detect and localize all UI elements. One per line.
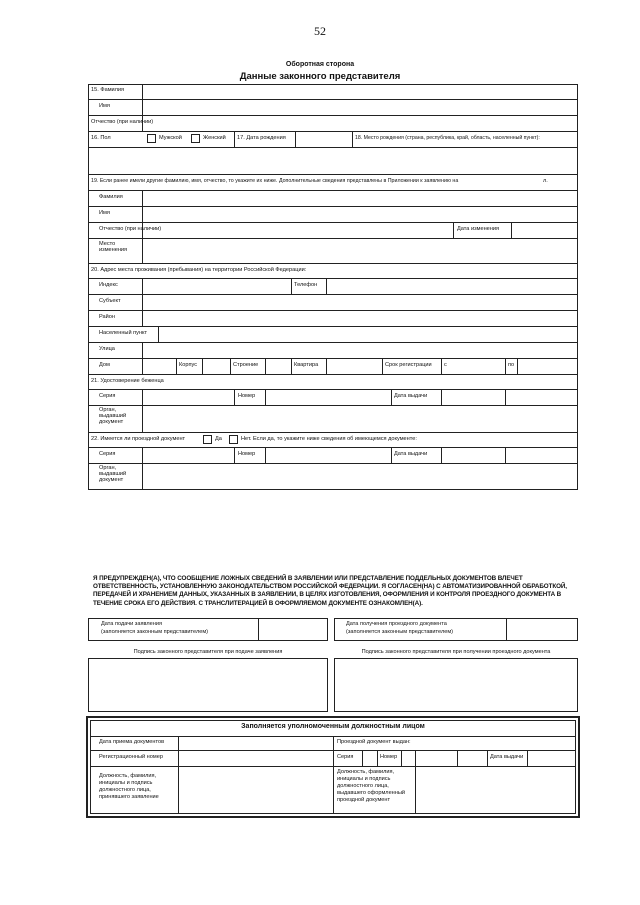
doc-issuer-label: Орган, выдавший документ: [99, 465, 127, 483]
accepted-by-label: Должность, фамилия, инициалы и подпись должностного лица, принявшего заявление: [99, 773, 159, 800]
name-label: Имя: [99, 103, 110, 109]
receive-date-note: (заполняется законным представителем): [346, 629, 454, 635]
address-label: 20. Адрес места проживания (пребывания) на территории Российской Федерации:: [91, 267, 307, 273]
street-field[interactable]: [143, 343, 577, 358]
female-checkbox[interactable]: [191, 134, 200, 143]
issued-label: Проездной документ выдан:: [337, 739, 411, 745]
travel-doc-yes-label: Да: [215, 436, 222, 442]
locality-field[interactable]: [159, 327, 577, 342]
index-label: Индекс: [99, 282, 118, 288]
birthdate-field[interactable]: [296, 132, 352, 147]
receive-date-label: Дата получения проездного документа: [346, 621, 447, 627]
reg-number-field[interactable]: [179, 751, 333, 766]
phone-label: Телефон: [294, 282, 318, 288]
change-date-label: Дата изменения: [457, 226, 500, 232]
submit-date-label: Дата подачи заявления: [101, 621, 162, 627]
reg-term-label: Срок регистрации: [385, 362, 432, 368]
receive-date-field[interactable]: [507, 619, 577, 640]
official-title: Заполняется уполномоченным должностным лицом: [241, 723, 425, 730]
doc-number-field[interactable]: [266, 448, 391, 463]
sex-label: 16. Пол: [91, 135, 111, 141]
cert-series-field[interactable]: [143, 390, 234, 405]
doc-issuer-field[interactable]: [143, 464, 577, 490]
change-place-field[interactable]: [143, 239, 577, 263]
house-label: Дом: [99, 362, 110, 368]
cert-issuer-label: Орган, выдавший документ: [99, 407, 127, 425]
change-place-label: Место изменения: [99, 241, 128, 253]
change-date-field[interactable]: [512, 223, 577, 238]
issued-by-field[interactable]: [416, 767, 576, 814]
issued-number-field[interactable]: [402, 751, 457, 766]
accept-date-field[interactable]: [179, 737, 333, 750]
issued-number-label: Номер: [380, 754, 398, 760]
male-checkbox[interactable]: [147, 134, 156, 143]
birthplace-field[interactable]: [89, 148, 577, 174]
district-label: Район: [99, 314, 115, 320]
male-label: Мужской: [159, 135, 182, 141]
travel-doc-no-checkbox[interactable]: [229, 435, 238, 444]
prev-patronymic-field[interactable]: [143, 223, 453, 238]
female-label: Женский: [203, 135, 226, 141]
reg-from-label: с: [444, 362, 447, 368]
submit-date-field[interactable]: [259, 619, 327, 640]
cert-series-label: Серия: [99, 393, 116, 399]
building-label: Строение: [233, 362, 259, 368]
subject-field[interactable]: [143, 295, 577, 310]
street-label: Улица: [99, 346, 115, 352]
issued-series-label: Серия: [337, 754, 354, 760]
page-title: Данные законного представителя: [239, 71, 401, 82]
name-field[interactable]: [143, 116, 577, 131]
submit-date-note: (заполняется законным представителем): [101, 629, 209, 635]
prev-surname-field[interactable]: [143, 191, 577, 206]
birthplace-label: 18. Место рождения (страна, республика, край, область, населенный пункт):: [355, 135, 540, 141]
accepted-by-field[interactable]: [179, 767, 333, 814]
apartment-field[interactable]: [327, 359, 382, 374]
issued-by-label: Должность, фамилия, инициалы и подпись должностного лица, выдавшего оформленный проездной документ: [337, 769, 405, 803]
other-names-suffix: л.: [543, 178, 548, 184]
reg-from-field[interactable]: [450, 359, 505, 374]
issued-date-label: Дата выдачи: [490, 754, 524, 760]
reg-number-label: Регистрационный номер: [99, 754, 163, 760]
prev-surname-label: Фамилия: [99, 194, 123, 200]
birthdate-label: 17. Дата рождения: [237, 135, 286, 141]
cert-number-field[interactable]: [266, 390, 391, 405]
cert-issuer-field[interactable]: [143, 406, 577, 432]
korpus-label: Корпус: [179, 362, 198, 368]
warning-statement: Я ПРЕДУПРЕЖДЕН(А), ЧТО СООБЩЕНИЕ ЛОЖНЫХ СВЕДЕНИЙ В ЗАЯВЛЕНИИ ИЛИ ПРЕДСТАВЛЕНИЕ ПОДДЕЛЬНЫХ ДОКУМЕНТОВ ВЛЕЧЕТ ОТВЕТСТВЕННОСТЬ, УСТАНОВЛЕННУЮ ЗАКОНОДАТЕЛЬСТВОМ РОССИЙСКОЙ ФЕДЕРАЦИИ. Я СОГЛАСЕН(НА) С АВТОМАТИЗИРОВАННОЙ ОБРАБОТКОЙ, ПЕРЕДАЧЕЙ И ХРАНЕНИЕМ ДАННЫХ, УКАЗАННЫХ В ЗАЯВЛЕНИИ, В ЦЕЛЯХ ИЗГОТОВЛЕНИЯ, ОФОРМЛЕНИЯ И КОНТРОЛЯ ПРОЕЗДНОГО ДОКУМЕНТА В ТЕЧЕНИЕ СРОКА ЕГО ДЕЙСТВИЯ. С ТРАНСЛИТЕРАЦИЕЙ В ОФОРМЛЯЕМОМ ДОКУМЕНТЕ ОЗНАКОМЛЕН(А).: [93, 575, 567, 607]
issued-date-field[interactable]: [528, 751, 576, 766]
submit-signature-field[interactable]: [88, 658, 328, 712]
other-names-label: 19. Если ранее имели другие фамилию, имя, отчество, то укажите их ниже. Дополнительные сведения представлены в Приложении к заявлению на: [91, 178, 459, 184]
apartment-label: Квартира: [294, 362, 319, 368]
doc-number-label: Номер: [238, 451, 256, 457]
page-number: 52: [314, 24, 326, 38]
page-subtitle: Оборотная сторона: [285, 61, 355, 68]
travel-doc-no-label: Нет. Если да, то укажите ниже сведения об имеющемся документе:: [241, 436, 417, 442]
district-field[interactable]: [143, 311, 577, 326]
cert-issue-date-field[interactable]: [442, 390, 505, 405]
building-field[interactable]: [266, 359, 291, 374]
reg-to-label: по: [508, 362, 515, 368]
cert-number-label: Номер: [238, 393, 256, 399]
receive-signature-label: Подпись законного представителя при получении проездного документа: [361, 649, 551, 655]
prev-name-field[interactable]: [143, 207, 577, 222]
patronymic-label: Отчество (при наличии): [91, 119, 154, 125]
surname-label: 15. Фамилия: [91, 87, 125, 93]
issued-series-field[interactable]: [363, 751, 377, 766]
cert-issue-date-label: Дата выдачи: [394, 393, 428, 399]
subject-label: Субъект: [99, 298, 121, 304]
receive-signature-field[interactable]: [334, 658, 578, 712]
house-field[interactable]: [143, 359, 176, 374]
doc-series-label: Серия: [99, 451, 116, 457]
phone-field[interactable]: [327, 279, 577, 294]
refugee-cert-label: 21. Удостоверение беженца: [91, 378, 164, 384]
travel-doc-label: 22. Имеется ли проездной документ: [91, 436, 186, 442]
prev-patronymic-label: Отчество (при наличии): [99, 226, 162, 232]
submit-signature-label: Подпись законного представителя при подаче заявления: [133, 649, 283, 655]
surname-field[interactable]: [143, 100, 577, 115]
locality-label: Населенный пункт: [99, 330, 148, 336]
doc-issue-date-label: Дата выдачи: [394, 451, 428, 457]
reg-to-field[interactable]: [518, 359, 577, 374]
index-field[interactable]: [143, 279, 291, 294]
doc-issue-date-field[interactable]: [442, 448, 505, 463]
doc-series-field[interactable]: [143, 448, 234, 463]
korpus-field[interactable]: [203, 359, 230, 374]
prev-name-label: Имя: [99, 210, 110, 216]
travel-doc-yes-checkbox[interactable]: [203, 435, 212, 444]
accept-date-label: Дата приема документов: [99, 739, 165, 745]
